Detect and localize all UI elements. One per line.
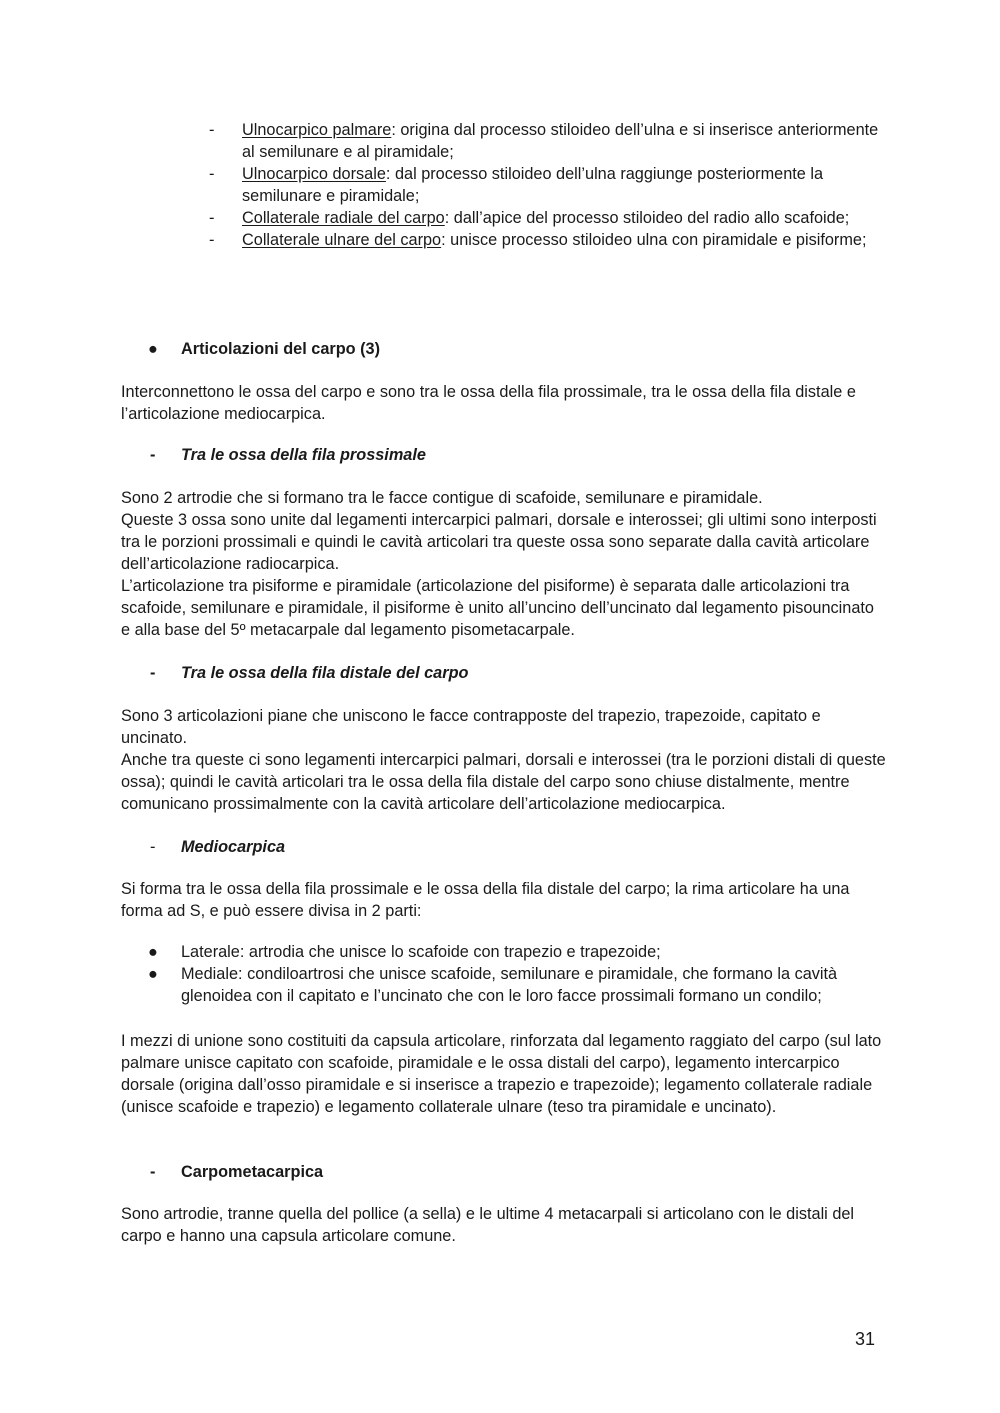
dash-marker: - xyxy=(209,209,215,227)
heading-text: Tra le ossa della fila distale del carpo xyxy=(181,664,469,682)
ligament-list xyxy=(205,119,885,251)
heading-text: Articolazioni del carpo (3) xyxy=(181,340,381,358)
paragraph-mezzi-unione: I mezzi di unione sono costituiti da capsula articolare, rinforzata dal legamento raggiato del carpo (sul lato palmare unisce capitato con scafoide, piramidale e le ossa distali del carpo), legamento intercarpico dorsale (origina dall’osso piramidale e si inserisce a trapezio e trapezoide); legamento collaterale radiale (unisce scafoide e trapezio) e legamento collaterale ulnare (teso tra piramidale e uncinato). xyxy=(121,1032,882,1116)
heading-text: Tra le ossa della fila prossimale xyxy=(181,446,426,464)
ligament-description: : dall’apice del processo stiloideo del radio allo scafoide; xyxy=(444,209,850,227)
list-item-text: Laterale: artrodia che unisce lo scafoide con trapezio e trapezoide; xyxy=(181,943,661,961)
list-item xyxy=(148,963,888,1007)
dash-marker: - xyxy=(209,231,215,249)
paragraph-mediocarpica: Si forma tra le ossa della fila prossimale e le ossa della fila distale del carpo; la rima articolare ha una forma ad S, e può essere divisa in 2 parti: xyxy=(121,880,850,920)
text-line: L’articolazione tra pisiforme e piramidale (articolazione del pisiforme) è separata dalle articolazioni tra scafoide, semilunare e piramidale, il pisiforme è unito all’uncino dell’uncinato dal legamento pisouncinato e alla base del 5º metacarpale dal legamento pisometacarpale. xyxy=(121,577,874,639)
text-line: Sono 2 artrodie che si formano tra le facce contigue di scafoide, semilunare e piramidale. xyxy=(121,489,763,507)
dash-marker: - xyxy=(209,165,215,183)
page-number: 31 xyxy=(855,1329,876,1349)
text-line: Queste 3 ossa sono unite dal legamenti intercarpici palmari, dorsale e interossei; gli ultimi sono interposti tra le porzioni prossimali e quindi le cavità articolari tra queste ossa sono separate dalla cavità articolare dell’articolazione radiocarpica. xyxy=(121,511,877,573)
text-line: Anche tra queste ci sono legamenti intercarpici palmari, dorsali e interossei (tra le porzioni distali di queste ossa); quindi le cavità articolari tra le ossa della fila distale del carpo sono chiuse distalmente, mentre comunicano prossimalmente con la cavità articolare dell’articolazione mediocarpica. xyxy=(121,751,886,813)
list-item xyxy=(205,119,885,163)
subheading-mediocarpica xyxy=(150,836,285,858)
ligament-name: Ulnocarpico dorsale xyxy=(242,165,386,183)
dash-marker: - xyxy=(150,838,156,856)
ligament-name: Ulnocarpico palmare xyxy=(242,121,392,139)
heading-text: Mediocarpica xyxy=(181,838,286,856)
heading-text: Carpometacarpica xyxy=(181,1163,324,1181)
list-item xyxy=(205,207,885,229)
ligament-description: : unisce processo stiloideo ulna con piramidale e pisiforme; xyxy=(441,231,867,249)
bullet-marker: ● xyxy=(148,943,158,961)
paragraph-fila-distale xyxy=(121,705,886,815)
list-item xyxy=(205,229,885,251)
dash-marker: - xyxy=(209,121,215,139)
list-item xyxy=(148,941,888,963)
bullet-marker: ● xyxy=(148,965,158,983)
section-heading-articolazioni-carpo xyxy=(148,338,380,360)
list-item xyxy=(205,163,885,207)
mediocarpica-parts-list xyxy=(148,941,888,1007)
ligament-description: : origina dal processo stiloideo dell’ulna e si inserisce anteriormente al semilunare e al piramidale; xyxy=(242,121,879,161)
dash-marker: - xyxy=(150,1163,156,1181)
dash-marker: - xyxy=(150,664,156,682)
paragraph-fila-prossimale xyxy=(121,487,886,641)
subheading-carpometacarpica xyxy=(150,1161,323,1183)
paragraph-carpometacarpica: Sono artrodie, tranne quella del pollice (a sella) e le ultime 4 metacarpali si articolano con le distali del carpo e hanno una capsula articolare comune. xyxy=(121,1205,855,1245)
intro-paragraph: Interconnettono le ossa del carpo e sono tra le ossa della fila prossimale, tra le ossa della fila distale e l’articolazione mediocarpica. xyxy=(121,383,856,423)
ligament-name: Collaterale radiale del carpo xyxy=(242,209,445,227)
subheading-fila-distale xyxy=(150,662,468,684)
bullet-marker: ● xyxy=(148,340,158,358)
subheading-fila-prossimale xyxy=(150,444,426,466)
dash-marker: - xyxy=(150,446,156,464)
text-line: Sono 3 articolazioni piane che uniscono le facce contrapposte del trapezio, trapezoide, capitato e uncinato. xyxy=(121,707,821,747)
ligament-description: : dal processo stiloideo dell’ulna raggiunge posteriormente la semilunare e piramidale; xyxy=(242,165,824,205)
ligament-name: Collaterale ulnare del carpo xyxy=(242,231,442,249)
list-item-text: Mediale: condiloartrosi che unisce scafoide, semilunare e piramidale, che formano la cavità glenoidea con il capitato e l’uncinato che con le loro facce prossimali formano un condilo; xyxy=(181,965,838,1005)
